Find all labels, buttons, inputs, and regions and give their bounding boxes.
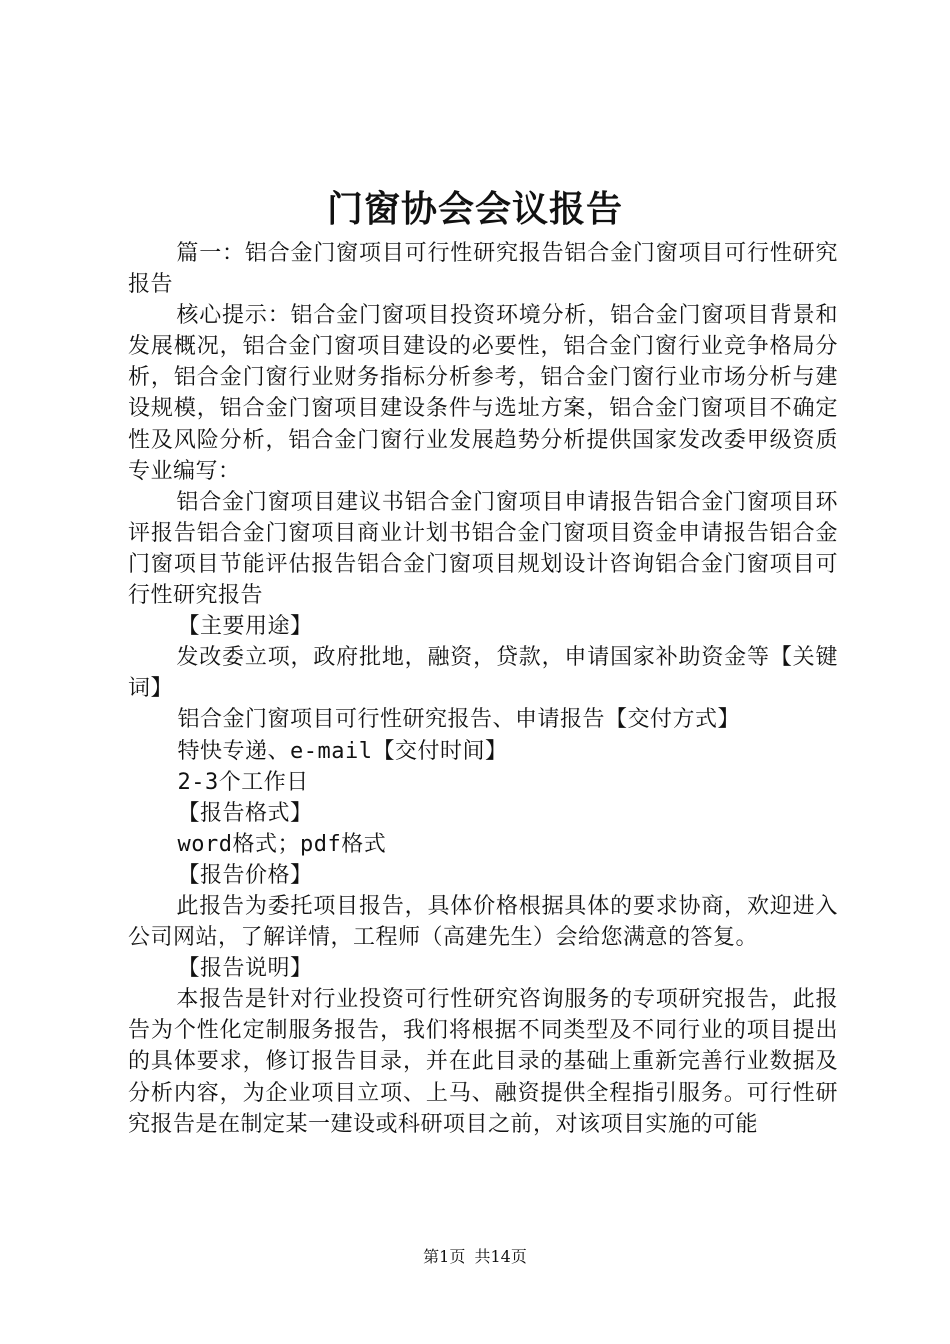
paragraph-keywords: 铝合金门窗项目可行性研究报告、申请报告【交付方式】 xyxy=(177,707,741,733)
page-total: 共14页 xyxy=(474,1247,527,1266)
paragraph-delivery: 特快专递、e-mail【交付时间】 xyxy=(177,738,508,764)
heading-main-use: 【主要用途】 xyxy=(177,614,313,640)
paragraph-core-summary: 核心提示：铝合金门窗项目投资环境分析，铝合金门窗项目背景和发展概况，铝合金门窗项目建设的必要性，铝合金门窗行业竞争格局分析，铝合金门窗行业财务指标分析参考，铝合金门窗行业市场分析与建设规模，铝合金门窗项目建设条件与选址方案，铝合金门窗项目不确定性及风险分析，铝合金门窗行业发展趋势分析提供国家发改委甲级资质专业编写： xyxy=(128,303,838,484)
page-footer xyxy=(0,1244,950,1267)
paragraph-delivery-time: 2-3个工作日 xyxy=(177,769,309,795)
document-body xyxy=(128,238,838,1140)
heading-report-price: 【报告价格】 xyxy=(177,862,313,888)
heading-report-format: 【报告格式】 xyxy=(177,800,313,826)
paragraph-report-format: word格式；pdf格式 xyxy=(177,831,387,857)
document-title: 门窗协会会议报告 xyxy=(326,188,623,230)
paragraph-report-price: 此报告为委托项目报告，具体价格根据具体的要求协商，欢迎进入公司网站，了解详情，工程师（高建先生）会给您满意的答复。 xyxy=(128,893,838,951)
paragraph-report-types: 铝合金门窗项目建议书铝合金门窗项目申请报告铝合金门窗项目环评报告铝合金门窗项目商业计划书铝合金门窗项目资金申请报告铝合金门窗项目节能评估报告铝合金门窗项目规划设计咨询铝合金门窗项目可行性研究报告 xyxy=(128,489,838,609)
page-number: 第1页 xyxy=(423,1247,466,1266)
paragraph-main-use: 发改委立项，政府批地，融资，贷款，申请国家补助资金等【关键词】 xyxy=(128,645,838,702)
heading-report-notes: 【报告说明】 xyxy=(177,956,313,982)
paragraph-report-notes: 本报告是针对行业投资可行性研究咨询服务的专项研究报告，此报告为个性化定制服务报告，我们将根据不同类型及不同行业的项目提出的具体要求，修订报告目录，并在此目录的基础上重新完善行业数据及分析内容，为企业项目立项、上马、融资提供全程指引服务。可行性研究报告是在制定某一建设或科研项目之前，对该项目实施的可能 xyxy=(128,987,838,1137)
paragraph-intro: 篇一：铝合金门窗项目可行性研究报告铝合金门窗项目可行性研究报告 xyxy=(128,241,838,298)
